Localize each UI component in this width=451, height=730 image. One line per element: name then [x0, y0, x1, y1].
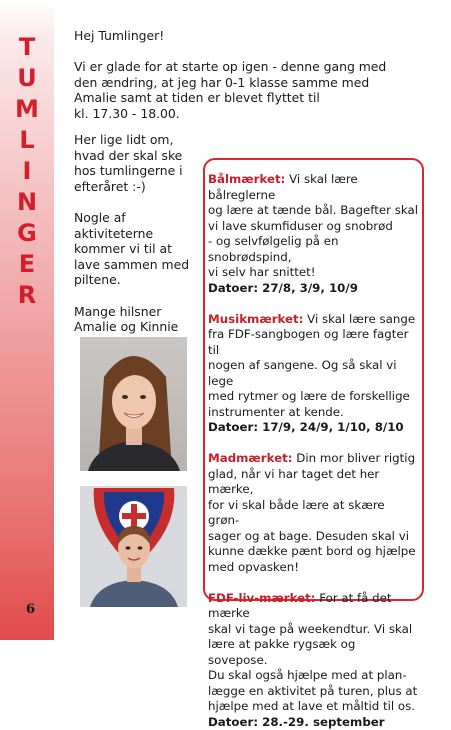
text-line: hos tumlingerne i	[74, 163, 183, 178]
section-madmaerket	[208, 451, 418, 575]
side-letter: I	[23, 156, 32, 187]
side-letter: E	[19, 249, 35, 280]
text-line: Mange hilsner	[74, 304, 161, 319]
text-line: Vi skal lære sange	[303, 312, 415, 326]
paragraph-activities	[74, 210, 200, 288]
greeting: Hej Tumlinger!	[74, 28, 164, 44]
side-letter: M	[15, 94, 39, 125]
text-line: Du skal også hjælpe med at plan-	[208, 668, 407, 682]
paragraph-signoff	[74, 304, 200, 335]
side-letter: N	[17, 187, 37, 218]
section-dates: Datoer: 17/9, 24/9, 1/10, 8/10	[208, 420, 404, 434]
section-baalmaerket	[208, 172, 418, 296]
paragraph-program	[74, 132, 200, 194]
side-letter: U	[17, 63, 37, 94]
photo-leader-amalie	[80, 337, 187, 471]
text-line: For at få det mærke	[208, 591, 392, 621]
text-line: efteråret :-)	[74, 179, 146, 194]
text-line: Vi skal lære bålreglerne	[208, 172, 358, 202]
portrait-with-flag-illustration	[80, 486, 187, 607]
badges-info-box	[203, 158, 424, 601]
section-dates: Datoer: 28.-29. september	[208, 715, 385, 729]
intro-line: kl. 17.30 - 18.00.	[74, 106, 394, 122]
text-line: skal vi tage på weekendtur. Vi skal	[208, 622, 412, 636]
text-line: Her lige lidt om,	[74, 132, 173, 147]
text-line: Amalie og Kinnie	[74, 319, 178, 334]
text-line: - og selvfølgelig på en snobrødspind,	[208, 234, 339, 264]
side-letter: L	[19, 125, 34, 156]
intro-line: Vi er glade for at starte op igen - denne gang med	[74, 59, 394, 75]
text-line: vi lave skumfiduser og snobrød	[208, 219, 393, 233]
section-heading: Bålmærket:	[208, 172, 285, 186]
section-musikmaerket	[208, 312, 418, 436]
section-fdf-liv-maerket	[208, 591, 418, 730]
text-line: piltene.	[74, 272, 121, 287]
section-heading: Madmærket:	[208, 451, 293, 465]
intro-paragraph	[74, 59, 394, 121]
text-line: sager og at bage. Desuden skal vi	[208, 529, 409, 543]
page-number: 6	[26, 602, 35, 617]
text-line: lære at pakke rygsæk og sovepose.	[208, 637, 355, 667]
text-line: for vi skal både lære at skære grøn-	[208, 498, 385, 528]
photo-leader-kinnie	[80, 486, 187, 607]
text-line: og lære at tænde bål. Bagefter skal	[208, 203, 418, 217]
text-line: kommer vi til at	[74, 241, 172, 256]
text-line: hjælpe med at lave et måltid til os.	[208, 699, 415, 713]
text-line: hvad der skal ske	[74, 148, 182, 163]
intro-line: den ændring, at jeg har 0-1 klasse samme med	[74, 75, 394, 91]
side-title-tumlinger	[0, 32, 54, 311]
text-line: instrumenter at kende.	[208, 405, 344, 419]
portrait-illustration	[80, 337, 187, 471]
side-letter: T	[19, 32, 35, 63]
text-line: med opvasken!	[208, 560, 299, 574]
side-letter: R	[18, 280, 36, 311]
section-dates: Datoer: 27/8, 3/9, 10/9	[208, 281, 358, 295]
text-line: lægge en aktivitet på turen, plus at	[208, 684, 417, 698]
intro-line: Amalie samt at tiden er blevet flyttet til	[74, 90, 394, 106]
section-heading: Musikmærket:	[208, 312, 303, 326]
left-column-text	[74, 132, 200, 350]
text-line: fra FDF-sangbogen og lære fagter til	[208, 327, 408, 357]
side-letter: G	[17, 218, 37, 249]
text-line: vi selv har snittet!	[208, 265, 316, 279]
section-heading: FDF-liv-mærket:	[208, 591, 315, 605]
text-line: lave sammen med	[74, 257, 189, 272]
text-line: Din mor bliver rigtig	[293, 451, 416, 465]
text-line: glad, når vi har taget det her mærke,	[208, 467, 379, 497]
text-line: kunne dække pænt bord og hjælpe	[208, 544, 416, 558]
text-line: med rytmer og lære de forskellige	[208, 389, 410, 403]
text-line: aktiviteterne	[74, 226, 153, 241]
text-line: nogen af sangene. Og så skal vi lege	[208, 358, 397, 388]
text-line: Nogle af	[74, 210, 126, 225]
